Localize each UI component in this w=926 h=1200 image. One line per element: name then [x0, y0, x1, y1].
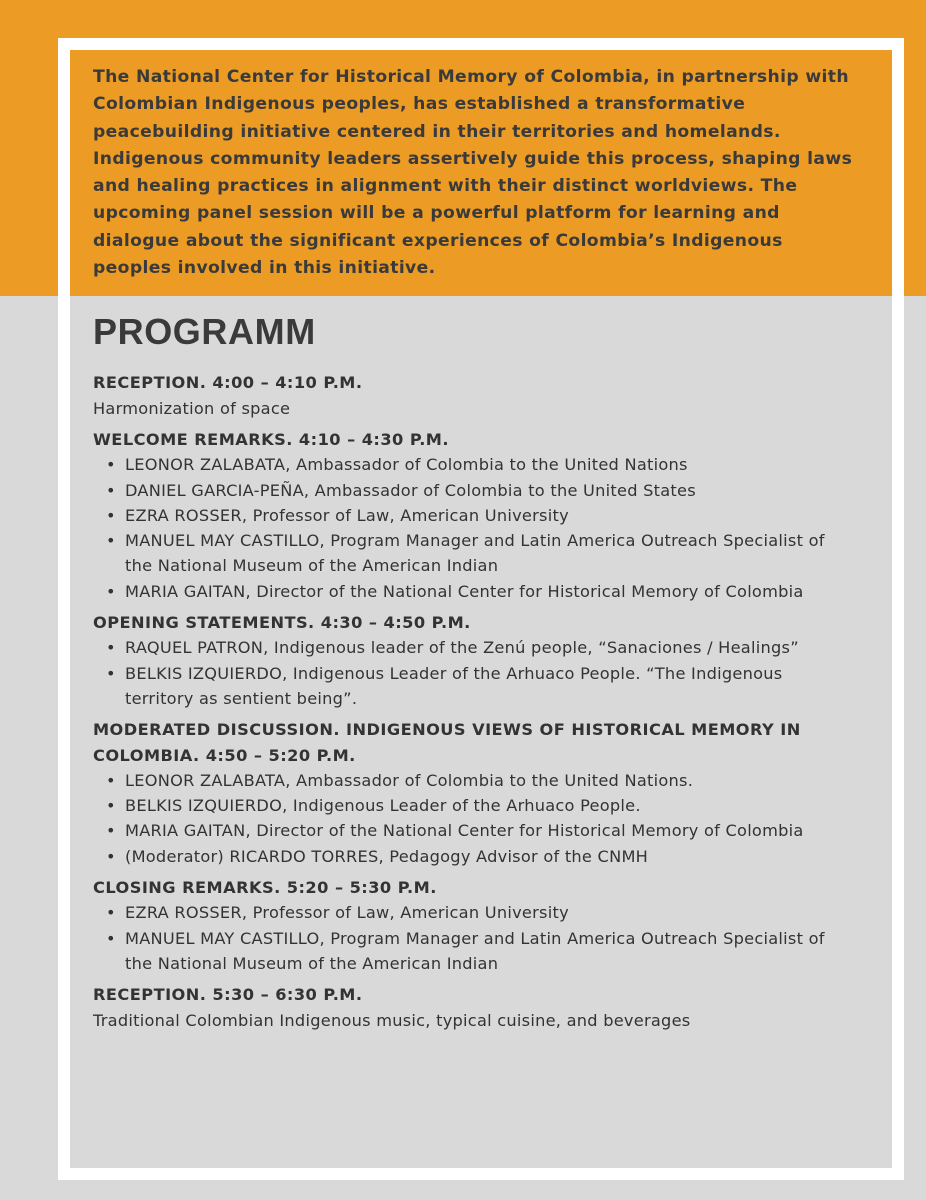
- speaker-item: [106, 528, 853, 579]
- speaker-text: BELKIS IZQUIERDO, Indigenous Leader of the Arhuaco People.: [125, 796, 641, 816]
- speaker-item: [106, 503, 853, 528]
- speaker-list: [93, 635, 853, 711]
- speaker-item: [106, 768, 853, 793]
- bullet-icon: •: [106, 480, 116, 500]
- speaker-item: [106, 926, 853, 977]
- speaker-text: EZRA ROSSER, Professor of Law, American University: [125, 903, 569, 923]
- speaker-item: [106, 818, 853, 843]
- speaker-text: MANUEL MAY CASTILLO, Program Manager and Latin America Outreach Specialist of the National Museum of the American Indian: [125, 531, 825, 576]
- section-closing-remarks: [93, 875, 853, 976]
- bullet-icon: •: [106, 903, 116, 923]
- speaker-text: MANUEL MAY CASTILLO, Program Manager and Latin America Outreach Specialist of the National Museum of the American Indian: [125, 928, 825, 973]
- bullet-icon: •: [106, 846, 116, 866]
- section-heading: RECEPTION. 4:00 – 4:10 P.M.: [93, 373, 363, 393]
- section-heading: WELCOME REMARKS. 4:10 – 4:30 P.M.: [93, 429, 449, 449]
- speaker-item: [106, 478, 853, 503]
- speaker-text: BELKIS IZQUIERDO, Indigenous Leader of the Arhuaco People. “The Indigenous territory as sentient being”.: [125, 663, 783, 708]
- section-moderated-discussion: [93, 717, 853, 869]
- section-description: Harmonization of space: [93, 398, 291, 418]
- bullet-icon: •: [106, 770, 116, 790]
- speaker-item: [106, 635, 853, 660]
- speaker-text: MARIA GAITAN, Director of the National Center for Historical Memory of Colombia: [125, 821, 804, 841]
- speaker-text: EZRA ROSSER, Professor of Law, American University: [125, 505, 569, 525]
- bullet-icon: •: [106, 581, 116, 601]
- section-opening-statements: [93, 610, 853, 711]
- speaker-item: [106, 579, 853, 604]
- speaker-text: DANIEL GARCIA-PEÑA, Ambassador of Colombia to the United States: [125, 480, 696, 500]
- section-heading: RECEPTION. 5:30 – 6:30 P.M.: [93, 985, 363, 1005]
- speaker-text: LEONOR ZALABATA, Ambassador of Colombia to the United Nations.: [125, 770, 694, 790]
- section-reception-closing: [93, 982, 853, 1033]
- speaker-list: [93, 768, 853, 869]
- section-heading: CLOSING REMARKS. 5:20 – 5:30 P.M.: [93, 878, 437, 898]
- bullet-icon: •: [106, 821, 116, 841]
- speaker-text: (Moderator) RICARDO TORRES, Pedagogy Advisor of the CNMH: [125, 846, 649, 866]
- bullet-icon: •: [106, 638, 116, 658]
- speaker-item: [106, 661, 853, 712]
- section-reception-opening: [93, 370, 853, 421]
- bullet-icon: •: [106, 796, 116, 816]
- speaker-item: [106, 452, 853, 477]
- bullet-icon: •: [106, 928, 116, 948]
- section-welcome-remarks: [93, 427, 853, 604]
- speaker-item: [106, 793, 853, 818]
- bullet-icon: •: [106, 455, 116, 475]
- speaker-text: LEONOR ZALABATA, Ambassador of Colombia to the United Nations: [125, 455, 688, 475]
- section-description: Traditional Colombian Indigenous music, typical cuisine, and beverages: [93, 1010, 691, 1030]
- speaker-list: [93, 900, 853, 976]
- program-title: PROGRAMM: [93, 311, 316, 353]
- speaker-item: [106, 900, 853, 925]
- speaker-text: MARIA GAITAN, Director of the National Center for Historical Memory of Colombia: [125, 581, 804, 601]
- speaker-item: [106, 844, 853, 869]
- speaker-text: RAQUEL PATRON, Indigenous leader of the Zenú people, “Sanaciones / Healings”: [125, 638, 799, 658]
- bullet-icon: •: [106, 505, 116, 525]
- flyer-content: [93, 64, 853, 1033]
- speaker-list: [93, 452, 853, 604]
- section-heading: OPENING STATEMENTS. 4:30 – 4:50 P.M.: [93, 613, 471, 633]
- intro-paragraph: The National Center for Historical Memory of Colombia, in partnership with Colombian Indigenous peoples, has established a transformative peacebuilding initiative centered in their territories and homelands. Indigenous community leaders assertively guide this process, shaping laws and healing practices in alignment with their distinct worldviews. The upcoming panel session will be a powerful platform for learning and dialogue about the significant experiences of Colombia’s Indigenous peoples involved in this initiative.: [93, 67, 853, 279]
- bullet-icon: •: [106, 531, 116, 551]
- section-heading: MODERATED DISCUSSION. INDIGENOUS VIEWS OF HISTORICAL MEMORY IN COLOMBIA. 4:50 – 5:20 P.M.: [93, 720, 801, 765]
- bullet-icon: •: [106, 663, 116, 683]
